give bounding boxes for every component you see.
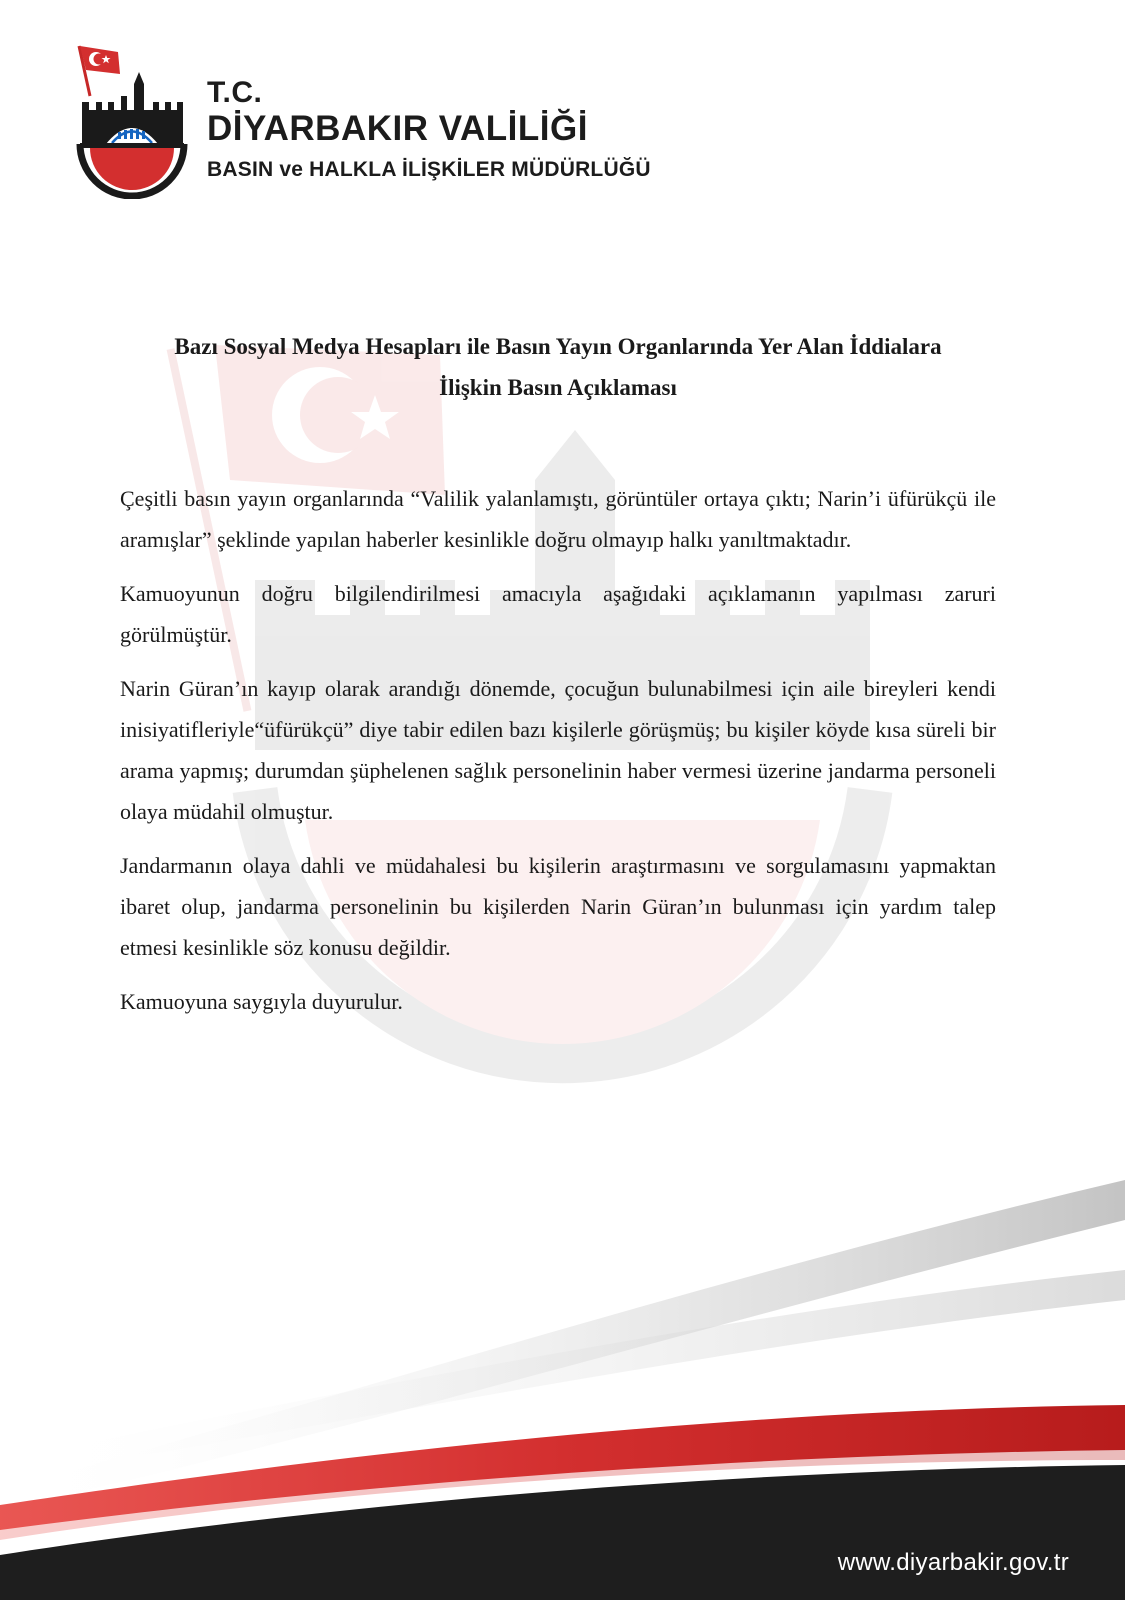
- document-title-line-2: İlişkin Basın Açıklaması: [439, 375, 677, 400]
- paragraph-4: Jandarmanın olaya dahli ve müdahalesi bu kişilerin araştırmasını ve sorgulamasını yapmaktan ibaret olup, jandarma personelinin bu kişilerden Narin Güran’ın bulunması için yardım talep etmesi kesinlikle söz konusu değildir.: [120, 853, 996, 960]
- website-url: www.diyarbakir.gov.tr: [837, 1549, 1069, 1576]
- diyarbakir-valiligi-logo: [76, 44, 188, 199]
- document-body: [120, 478, 996, 1035]
- document-title-line-1: Bazı Sosyal Medya Hesapları ile Basın Yayın Organlarında Yer Alan İddialara: [174, 334, 942, 359]
- header-tc: T.C.: [207, 76, 263, 109]
- header-governorship: DİYARBAKIR VALİLİĞİ: [207, 109, 588, 148]
- footer-swoosh: [0, 1160, 1125, 1600]
- paragraph-3: Narin Güran’ın kayıp olarak arandığı dönemde, çocuğun bulunabilmesi için aile bireyleri kendi inisiyatifleriyle“üfürükçü” diye tabir edilen bazı kişilerle görüşmüş; bu kişiler köyde kısa süreli bir arama yapmış; durumdan şüphelenen sağlık personelinin haber vermesi üzerine jandarma personeli olaya müdahil olmuştur.: [120, 676, 996, 824]
- document-title: [120, 326, 996, 408]
- paragraph-1: Çeşitli basın yayın organlarında “Valilik yalanlamıştı, görüntüler ortaya çıktı; Narin’i üfürükçü ile aramışlar” şeklinde yapılan haberler kesinlikle doğru olmayıp halkı yanıltmaktadır.: [120, 486, 996, 552]
- paragraph-5: Kamuoyuna saygıyla duyurulur.: [120, 989, 403, 1014]
- paragraph-2: Kamuoyunun doğru bilgilendirilmesi amacıyla aşağıdaki açıklamanın yapılması zaruri görülmüştür.: [120, 581, 996, 647]
- header-department: BASIN ve HALKLA İLİŞKİLER MÜDÜRLÜĞÜ: [207, 158, 651, 181]
- letterhead: [76, 44, 716, 204]
